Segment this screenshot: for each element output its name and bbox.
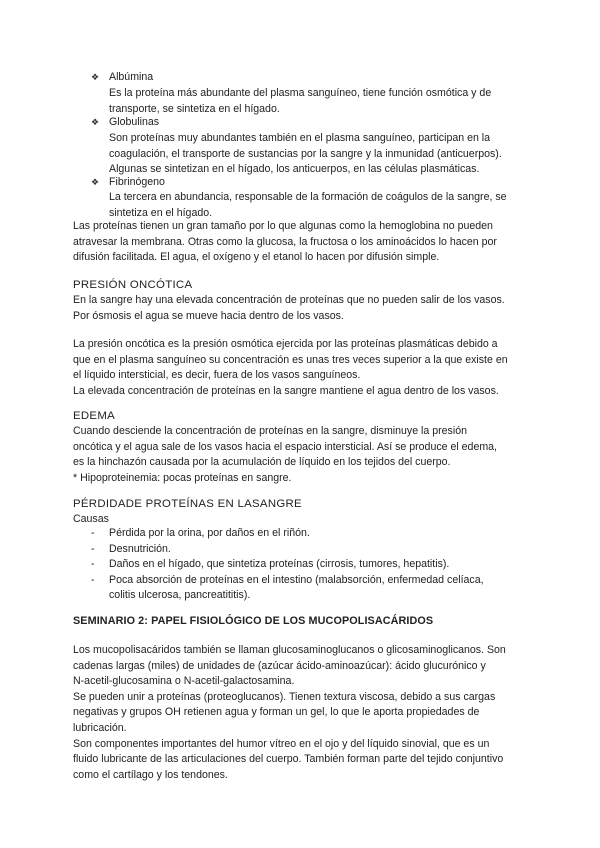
dash-bullet: - xyxy=(91,573,95,586)
text-line: Cuando desciende la concentración de proteínas en la sangre, disminuye la presión xyxy=(73,425,467,437)
text-line: sintetiza en el hígado. xyxy=(109,206,213,219)
section-seminario xyxy=(73,614,433,630)
diamond-bullet-icon: ❖ xyxy=(91,72,100,82)
text-line: transporte, se sintetiza en el hígado. xyxy=(109,102,280,115)
list-item xyxy=(91,526,484,542)
text-line: difusión facilitada. El agua, el oxígeno y el etanol lo hacen por difusión simple. xyxy=(73,251,440,264)
section-edema xyxy=(73,408,497,486)
bullet-body-albumina xyxy=(109,86,491,117)
text-line: Son proteínas muy abundantes también en el plasma sanguíneo, participan en la xyxy=(109,132,491,144)
text-line: La presión oncótica es la presión osmótica ejercida por las proteínas plasmáticas debido a xyxy=(73,338,498,350)
section-perdida-proteinas xyxy=(73,496,302,528)
causas-list xyxy=(91,526,484,604)
text-line: lubricación. xyxy=(73,721,127,734)
bullet-body-globulinas xyxy=(109,131,502,178)
list-item xyxy=(91,557,484,573)
text-line: coagulación, el transporte de sustancias por la sangre y la inmunidad (anticuerpos). xyxy=(109,147,502,160)
bullet-body-fibrinogeno xyxy=(109,190,507,221)
text-line: Los mucopolisacáridos también se llaman glucosaminoglucanos o glicosaminoglicanos. Son xyxy=(73,644,506,656)
text-line: La elevada concentración de proteínas en la sangre mantiene el agua dentro de los vasos. xyxy=(73,384,499,397)
diamond-bullet-icon: ❖ xyxy=(91,117,100,127)
text-line: que en el plasma sanguíneo su concentración es unas tres veces superior a la que existe en xyxy=(73,353,508,366)
list-item-text: colitis ulcerosa, pancreatititis). xyxy=(109,589,251,602)
list-item-text: Pérdida por la orina, por daños en el riñón. xyxy=(109,527,310,539)
list-item-text: Desnutrición. xyxy=(109,542,171,555)
dash-bullet: - xyxy=(91,542,95,555)
text-line: * Hipoproteinemia: pocas proteínas en sangre. xyxy=(73,471,292,484)
list-item-text: Poca absorción de proteínas en el intestino (malabsorción, enfermedad celíaca, xyxy=(109,573,484,586)
text-line: Algunas se sintetizan en el hígado, los anticuerpos, en las células plasmáticas. xyxy=(109,163,480,176)
text-line: atravesar la membrana. Otras como la glucosa, la fructosa o los aminoácidos lo hacen por xyxy=(73,235,497,248)
dash-bullet: - xyxy=(91,527,95,539)
section-heading: EDEMA xyxy=(73,410,116,422)
text-line: Son componentes importantes del humor vítreo en el ojo y del líquido sinovial, que es un xyxy=(73,737,490,750)
list-item-text: Daños en el hígado, que sintetiza proteínas (cirrosis, tumores, hepatitis). xyxy=(109,558,450,571)
bullet-title: Albúmina xyxy=(109,71,154,83)
text-line: negativas y grupos OH retienen agua y forman un gel, lo que le aporta propiedades de xyxy=(73,706,480,719)
list-item xyxy=(91,573,484,604)
section-heading: PÉRDIDADE PROTEÍNAS EN LASANGRE xyxy=(73,498,302,510)
seminario-heading: SEMINARIO 2: PAPEL FISIOLÓGICO DE LOS MUCOPOLISACÁRIDOS xyxy=(73,615,434,627)
bullet-title: Globulinas xyxy=(109,116,160,128)
causas-label: Causas xyxy=(73,513,109,525)
text-line: es la hinchazón causada por la acumulación de líquido en los tejidos del cuerpo. xyxy=(73,456,451,469)
section-presion-oncotica xyxy=(73,277,505,324)
text-line: cadenas largas (miles) de unidades de (azúcar ácido-aminoazúcar): ácido glucurónico y xyxy=(73,659,486,672)
intro-paragraph xyxy=(73,219,497,266)
text-line: fluido lubricante de las articulaciones del cuerpo. También forman parte del tejido conjuntivo xyxy=(73,753,504,766)
text-line: Se pueden unir a proteínas (proteoglucanos). Tienen textura viscosa, debido a sus cargas xyxy=(73,690,496,703)
text-line: La tercera en abundancia, responsable de la formación de coágulos de la sangre, se xyxy=(109,191,507,203)
text-line: como el cartílago y los tendones. xyxy=(73,768,228,781)
text-line: Es la proteína más abundante del plasma sanguíneo, tiene función osmótica y de xyxy=(109,87,492,99)
seminario-paragraph-1 xyxy=(73,643,506,783)
text-line: N-acetil-glucosamina o N-acetil-galactosamina. xyxy=(73,675,295,688)
text-line: Por ósmosis el agua se mueve hacia dentro de los vasos. xyxy=(73,309,344,322)
diamond-bullet-icon: ❖ xyxy=(91,177,100,187)
list-item xyxy=(91,542,484,558)
text-line: Las proteínas tienen un gran tamaño por lo que algunas como la hemoglobina no pueden xyxy=(73,220,493,232)
bullet-title: Fibrinógeno xyxy=(109,176,165,188)
text-line: oncótica y el agua sale de los vasos hacia el espacio intersticial. Así se produce el edema, xyxy=(73,440,497,453)
section-heading: PRESIÓN ONCÓTICA xyxy=(73,279,193,291)
oncotica-paragraph-2 xyxy=(73,337,508,399)
dash-bullet: - xyxy=(91,558,95,571)
text-line: En la sangre hay una elevada concentración de proteínas que no pueden salir de los vasos. xyxy=(73,294,505,306)
text-line: el líquido intersticial, es decir, fuera de los vasos sanguíneos. xyxy=(73,369,361,382)
